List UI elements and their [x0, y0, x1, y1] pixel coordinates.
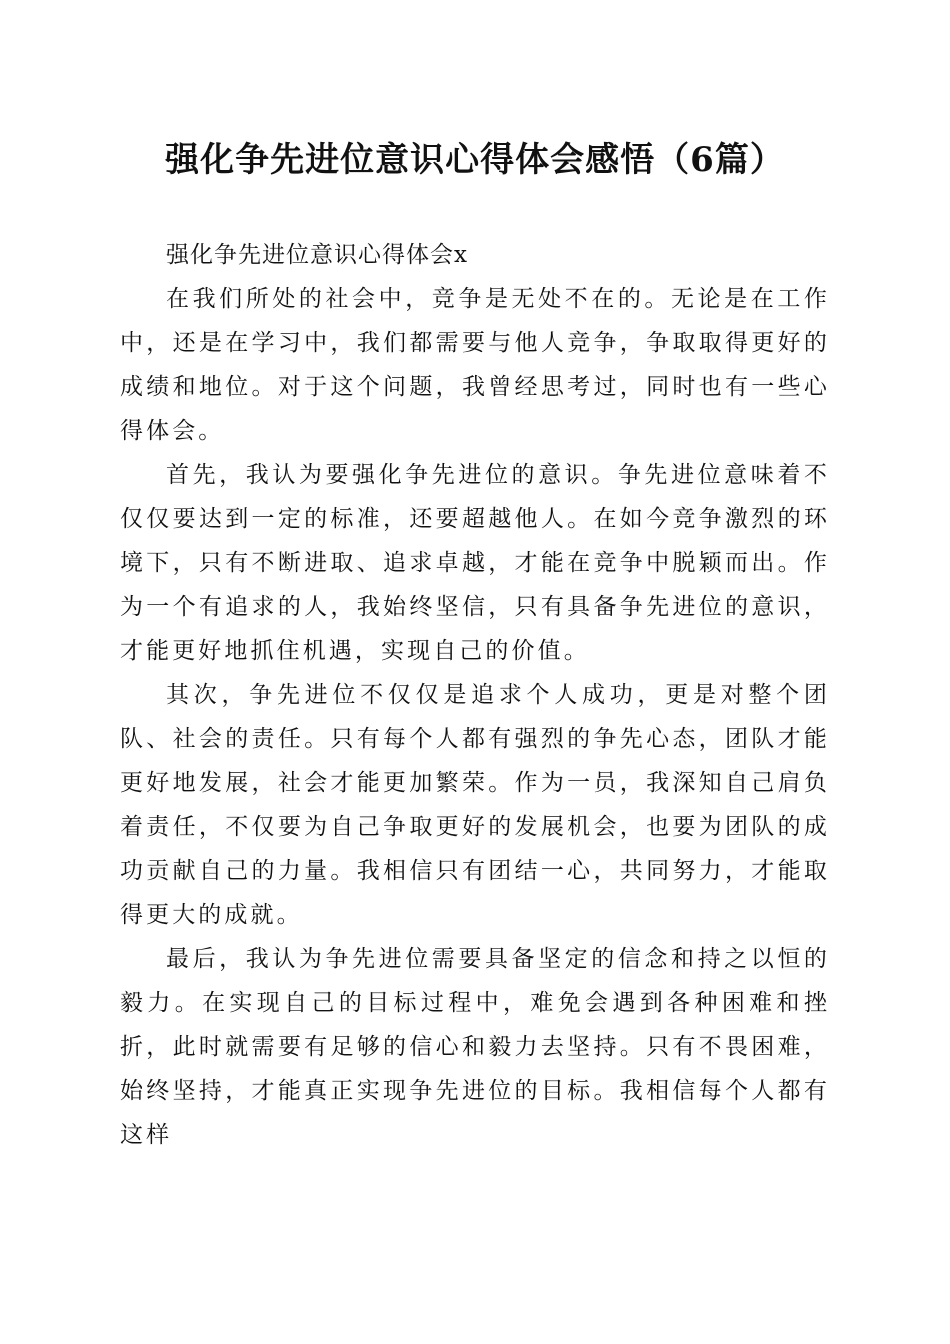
paragraph-4: 最后，我认为争先进位需要具备坚定的信念和持之以恒的毅力。在实现自己的目标过程中，难免会遇到各种困难和挫折，此时就需要有足够的信心和毅力去坚持。只有不畏困难，始终坚持，才能真正实现争先进位的目标。我相信每个人都有这样: [120, 946, 830, 1148]
document-body: [120, 233, 830, 1157]
paragraph-2: 首先，我认为要强化争先进位的意识。争先进位意味着不仅仅要达到一定的标准，还要超越他人。在如今竞争激烈的环境下，只有不断进取、追求卓越，才能在竞争中脱颖而出。作为一个有追求的人，我始终坚信，只有具备争先进位的意识，才能更好地抓住机遇，实现自己的价值。: [120, 462, 830, 664]
document-title: 强化争先进位意识心得体会感悟（6篇）: [165, 140, 785, 180]
paragraph-3: 其次，争先进位不仅仅是追求个人成功，更是对整个团队、社会的责任。只有每个人都有强烈的争先心态，团队才能更好地发展，社会才能更加繁荣。作为一员，我深知自己肩负着责任，不仅要为自己争取更好的发展机会，也要为团队的成功贡献自己的力量。我相信只有团结一心，共同努力，才能取得更大的成就。: [120, 682, 830, 928]
paragraph-1: 在我们所处的社会中，竞争是无处不在的。无论是在工作中，还是在学习中，我们都需要与他人竞争，争取取得更好的成绩和地位。对于这个问题，我曾经思考过，同时也有一些心得体会。: [120, 286, 830, 444]
document-subtitle: 强化争先进位意识心得体会x: [166, 242, 468, 268]
